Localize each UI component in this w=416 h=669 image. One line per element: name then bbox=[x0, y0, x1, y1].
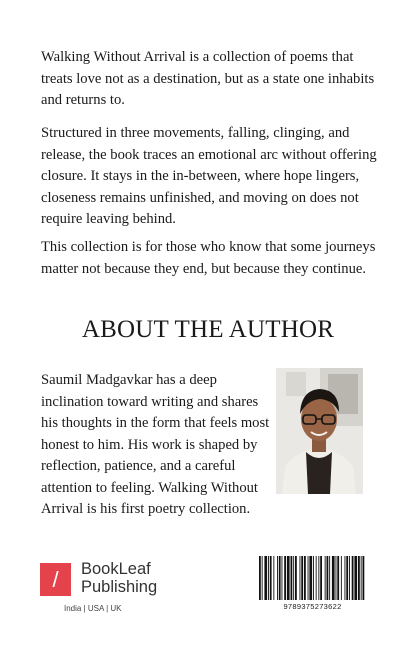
slash-icon: / bbox=[40, 563, 71, 596]
publisher-name-line-2: Publishing bbox=[81, 577, 158, 596]
author-bio: Saumil Madgavkar has a deep inclination toward writing and shares his thoughts in the form that feels most honest to him. His work is shaped by reflection, patience, and a careful attention to feeling. Walking Without Arrival is his first poetry collection. bbox=[41, 372, 270, 517]
publisher-logo bbox=[40, 560, 200, 615]
about-author-heading: ABOUT THE AUTHOR bbox=[81, 316, 335, 343]
isbn-number: 9789375273622 bbox=[283, 602, 342, 611]
description-paragraph-3: This collection is for those who know that some journeys matter not because they end, but because they continue. bbox=[41, 239, 376, 277]
publisher-name bbox=[81, 561, 157, 596]
publisher-tagline: India | USA | UK bbox=[64, 604, 122, 613]
publisher-name-line-1: BookLeaf bbox=[81, 560, 151, 578]
description-paragraph-2: Structured in three movements, falling, clinging, and release, the book traces an emotional arc without offering closure. It stays in the in-between, where hope lingers, closeness remains unfinished, and moving on does not require leaving behind. bbox=[41, 125, 377, 227]
author-photo bbox=[276, 368, 363, 494]
barcode-icon bbox=[258, 556, 367, 600]
description-paragraph-1: Walking Without Arrival is a collection of poems that treats love not as a destination, but as a state one inhabits and returns to. bbox=[41, 49, 375, 108]
author-portrait-illustration bbox=[276, 368, 363, 494]
